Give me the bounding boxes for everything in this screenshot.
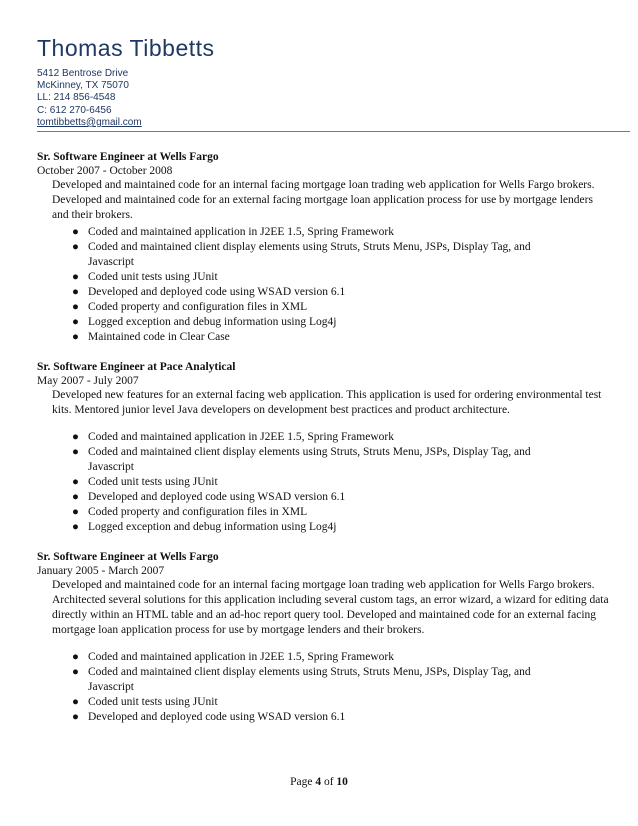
responsibility-list [37, 430, 612, 535]
bullet-icon: ● [72, 711, 79, 723]
list-item-text: Logged exception and debug information using Log4j [88, 316, 337, 328]
responsibility-list [37, 225, 612, 345]
list-item [72, 695, 568, 710]
list-item [72, 315, 568, 330]
bullet-icon: ● [72, 331, 79, 343]
job-description: Developed and maintained code for an internal facing mortgage loan trading web application for Wells Fargo brokers. Developed and maintained code for an external facing mortgage loan application process for use by mortgage lenders and their brokers. [52, 179, 595, 221]
landline-phone: LL: 214 856-4548 [37, 92, 116, 104]
bullet-icon: ● [72, 476, 79, 488]
list-item [72, 505, 568, 520]
job-entry [37, 550, 612, 725]
job-title: Sr. Software Engineer at Wells Fargo [37, 151, 219, 163]
list-item [72, 270, 568, 285]
cell-phone: C: 612 270-6456 [37, 104, 112, 116]
experience-section [37, 150, 612, 740]
contact-info [37, 68, 630, 129]
bullet-icon: ● [72, 696, 79, 708]
page-number: 4 [315, 776, 322, 788]
jobs-list [37, 150, 612, 725]
bullet-icon: ● [72, 241, 79, 253]
list-item [72, 240, 568, 270]
bullet-icon: ● [72, 491, 79, 503]
bullet-icon: ● [72, 226, 79, 238]
list-item-text: Coded and maintained client display elements using Struts, Struts Menu, JSPs, Display Tag, and Javascript [88, 666, 531, 693]
list-item [72, 300, 568, 315]
job-entry [37, 360, 612, 535]
list-item [72, 330, 568, 345]
bullet-icon: ● [72, 521, 79, 533]
header-divider [37, 131, 630, 132]
page-footer [0, 776, 638, 788]
list-item-text: Coded and maintained client display elements using Struts, Struts Menu, JSPs, Display Tag, and Javascript [88, 241, 531, 268]
bullet-icon: ● [72, 651, 79, 663]
bullet-icon: ● [72, 666, 79, 678]
job-entry [37, 150, 612, 345]
responsibility-list [37, 650, 612, 725]
list-item [72, 430, 568, 445]
bullet-icon: ● [72, 506, 79, 518]
bullet-icon: ● [72, 271, 79, 283]
candidate-name: Thomas Tibbetts [37, 35, 215, 61]
address-line-1: 5412 Bentrose Drive [37, 68, 129, 79]
list-item [72, 665, 568, 695]
email-link[interactable]: tomtibbetts@gmail.com [37, 116, 142, 128]
list-item [72, 475, 568, 490]
list-item [72, 710, 568, 725]
bullet-icon: ● [72, 446, 79, 458]
list-item [72, 650, 568, 665]
bullet-icon: ● [72, 286, 79, 298]
list-item-text: Coded unit tests using JUnit [88, 476, 218, 488]
list-item-text: Coded and maintained application in J2EE 1.5, Spring Framework [88, 226, 394, 238]
bullet-icon: ● [72, 316, 79, 328]
list-item-text: Coded and maintained client display elements using Struts, Struts Menu, JSPs, Display Tag, and Javascript [88, 446, 531, 473]
list-item [72, 445, 568, 475]
of-label: of [323, 776, 334, 788]
list-item-text: Coded property and configuration files in XML [88, 506, 308, 518]
list-item-text: Developed and deployed code using WSAD version 6.1 [88, 711, 346, 723]
spacer [37, 638, 612, 648]
list-item-text: Coded and maintained application in J2EE 1.5, Spring Framework [88, 431, 394, 443]
list-item [72, 285, 568, 300]
list-item-text: Maintained code in Clear Case [88, 331, 230, 343]
spacer [37, 418, 612, 428]
bullet-icon: ● [72, 431, 79, 443]
list-item-text: Coded unit tests using JUnit [88, 271, 218, 283]
list-item-text: Developed and deployed code using WSAD version 6.1 [88, 491, 346, 503]
job-description: Developed new features for an external facing web application. This application is used for ordering environmental test kits. Mentored junior level Java developers on development best practices and product architecture. [52, 389, 602, 416]
job-dates: May 2007 - July 2007 [37, 375, 139, 387]
job-title: Sr. Software Engineer at Pace Analytical [37, 361, 236, 373]
list-item [72, 225, 568, 240]
address-line-2: McKinney, TX 75070 [37, 80, 129, 92]
list-item-text: Coded unit tests using JUnit [88, 696, 218, 708]
job-dates: October 2007 - October 2008 [37, 165, 173, 177]
job-title: Sr. Software Engineer at Wells Fargo [37, 551, 219, 563]
list-item-text: Coded property and configuration files in XML [88, 301, 308, 313]
job-dates: January 2005 - March 2007 [37, 565, 165, 577]
job-description: Developed and maintained code for an internal facing mortgage loan trading web application for Wells Fargo brokers. Architected several solutions for this application including several custom tags, an error wizard, a wizard for editing data directly within an HTML table and an ad-hoc report query tool. Developed and maintained code for an external facing mortgage loan application process for use by mortgage lenders and their brokers. [52, 579, 609, 636]
page-label: Page [290, 776, 313, 788]
list-item-text: Logged exception and debug information using Log4j [88, 521, 337, 533]
resume-header [37, 34, 630, 132]
list-item-text: Developed and deployed code using WSAD version 6.1 [88, 286, 346, 298]
list-item [72, 490, 568, 505]
bullet-icon: ● [72, 301, 79, 313]
list-item [72, 520, 568, 535]
list-item-text: Coded and maintained application in J2EE 1.5, Spring Framework [88, 651, 394, 663]
total-pages: 10 [336, 776, 348, 788]
